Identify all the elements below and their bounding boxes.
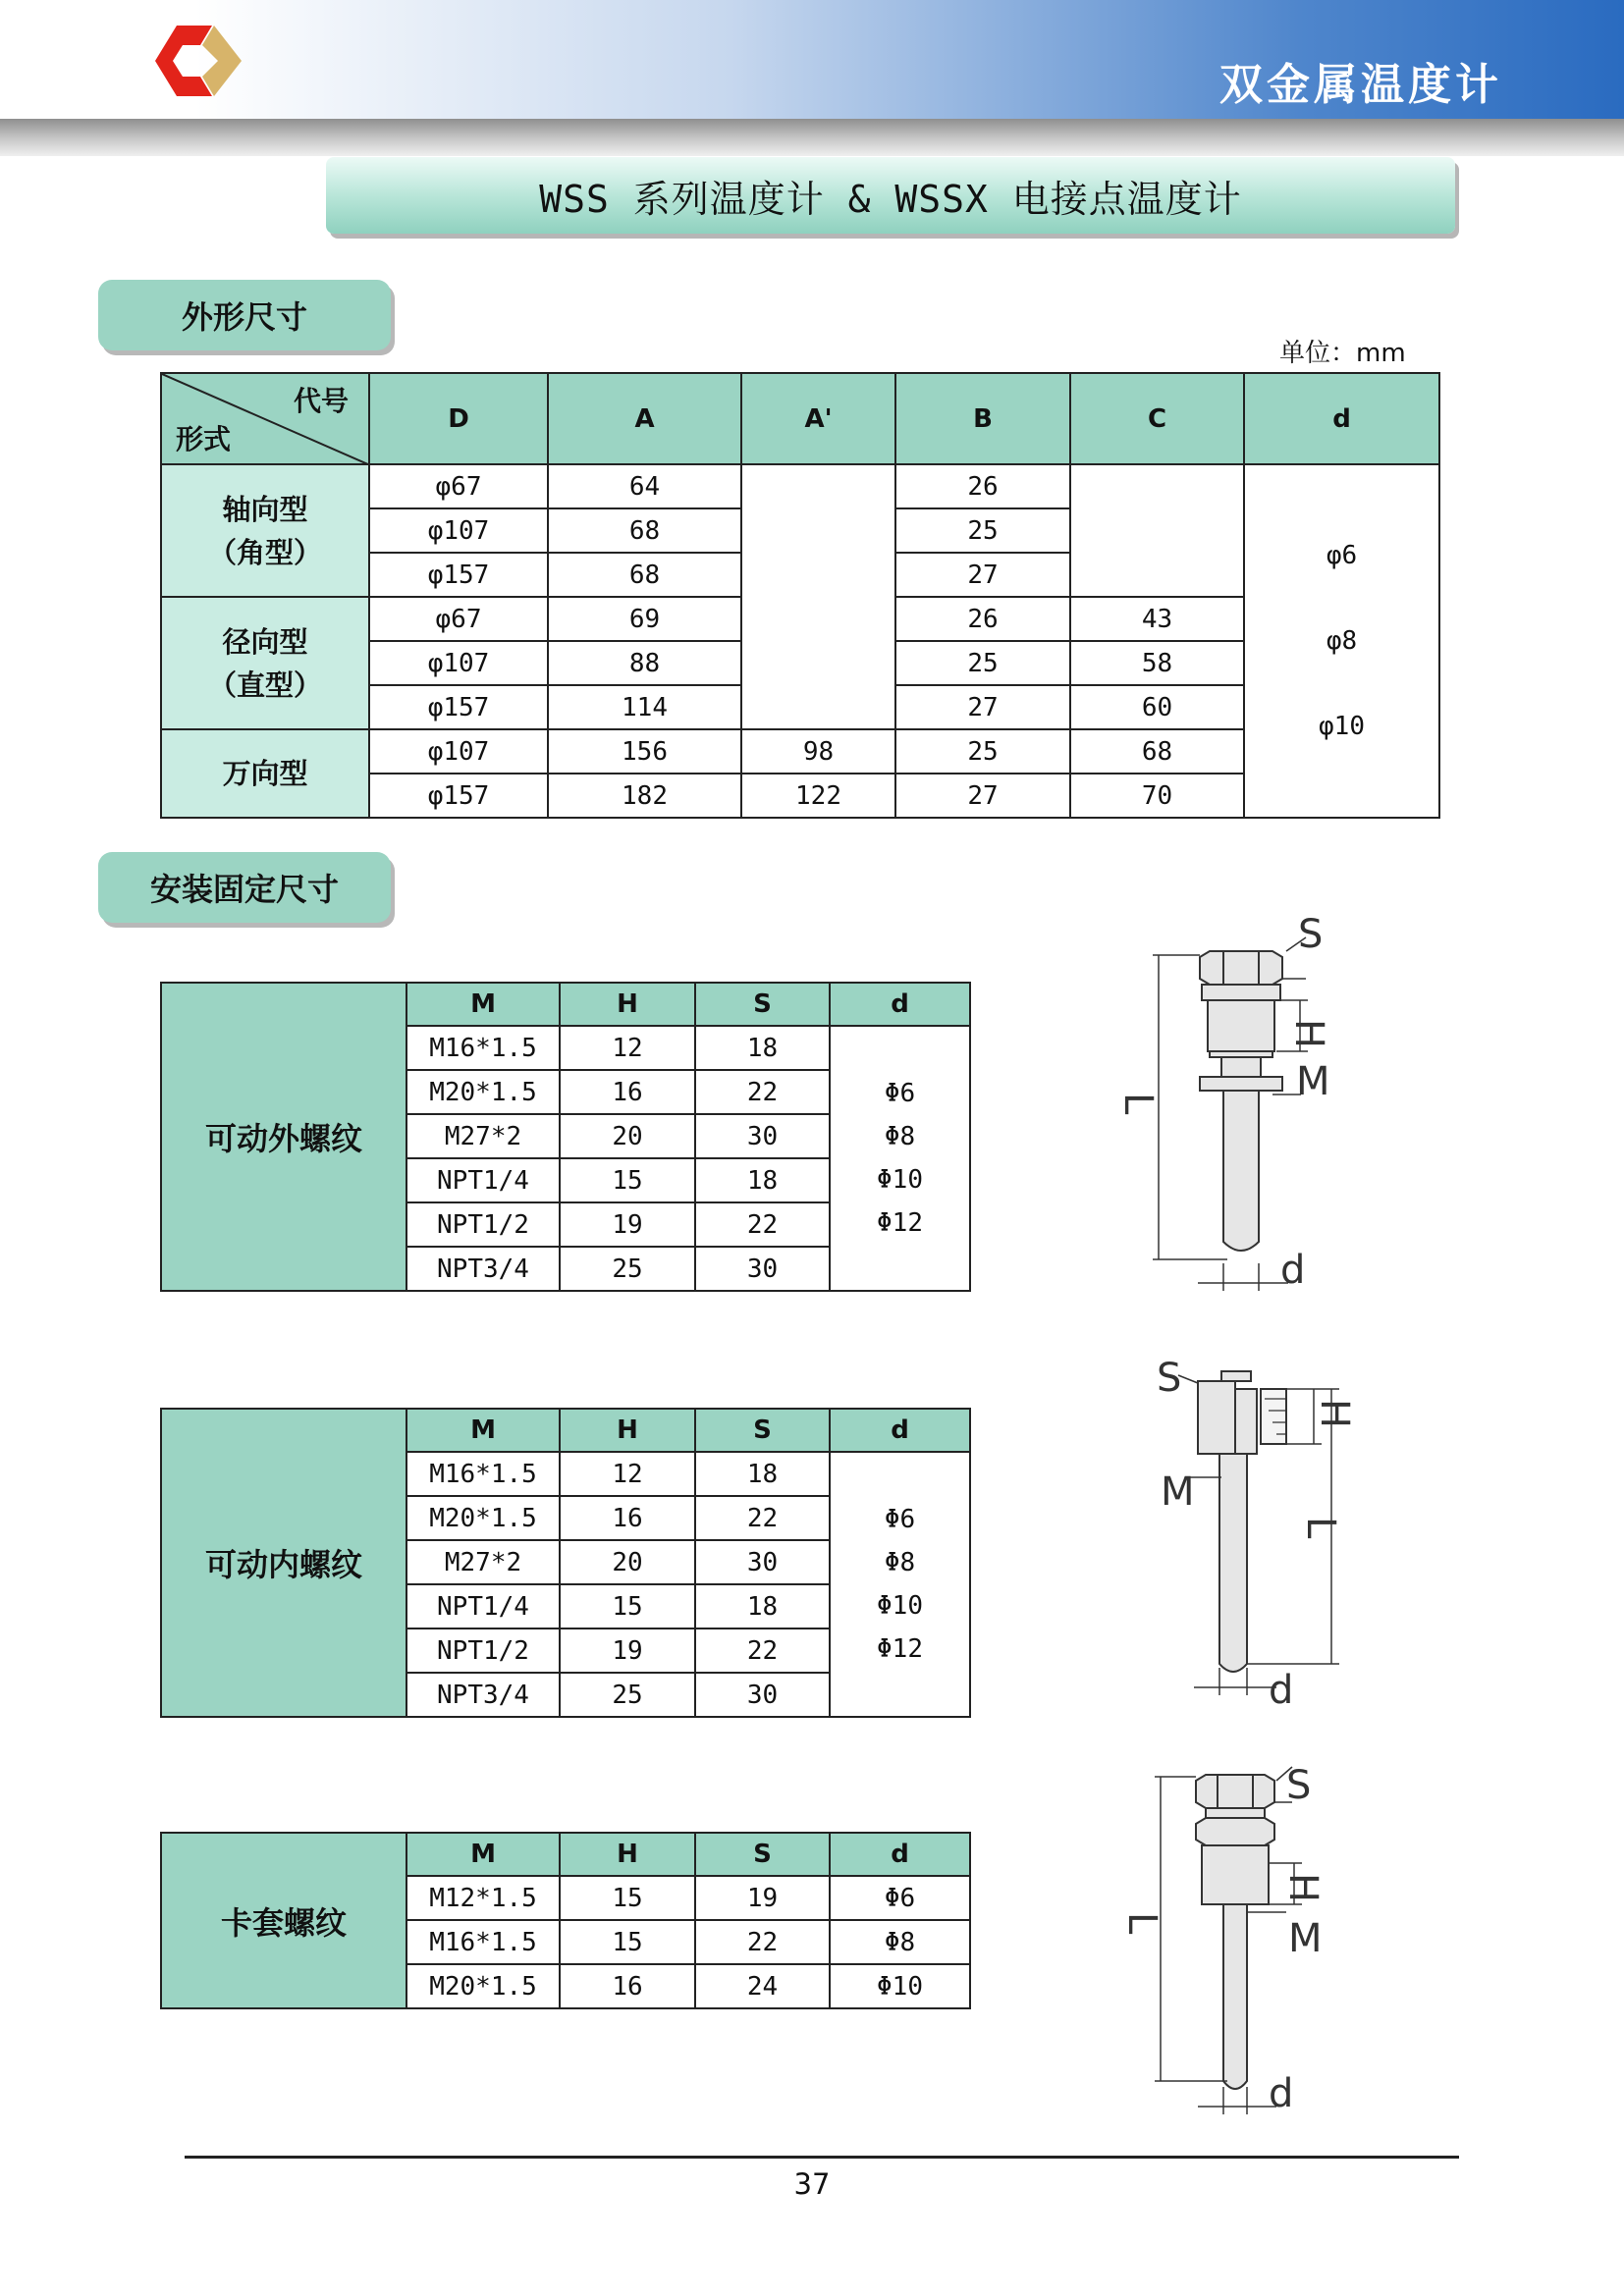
col-header-A: A bbox=[548, 373, 741, 464]
table-cell-B: 27 bbox=[895, 774, 1070, 818]
table-cell-d bbox=[830, 1452, 970, 1717]
table-cell-M: M20*1.5 bbox=[406, 1496, 560, 1540]
table-cell-B: 26 bbox=[895, 464, 1070, 508]
table-cell-C-empty bbox=[1070, 464, 1244, 597]
table-cell-M: NPT1/2 bbox=[406, 1629, 560, 1673]
col-header-H: H bbox=[560, 1409, 695, 1452]
col-header-C: C bbox=[1070, 373, 1244, 464]
table-cell-D: φ157 bbox=[369, 774, 548, 818]
label-M: M bbox=[1296, 1059, 1330, 1104]
col-header-S: S bbox=[695, 1409, 830, 1452]
label-H: H bbox=[1286, 1019, 1331, 1049]
table-cell-M: M20*1.5 bbox=[406, 1070, 560, 1114]
label-H: H bbox=[1280, 1873, 1326, 1903]
table-cell-H: 20 bbox=[560, 1540, 695, 1584]
table-cell-S: 18 bbox=[695, 1026, 830, 1070]
table-cell-M: NPT1/2 bbox=[406, 1202, 560, 1247]
table-cell-d: Φ10 bbox=[830, 1964, 970, 2008]
table-cell-S: 22 bbox=[695, 1496, 830, 1540]
table-cell-H: 15 bbox=[560, 1158, 695, 1202]
group-axial bbox=[161, 464, 369, 597]
table-cell-H: 12 bbox=[560, 1452, 695, 1496]
table-cell-C: 70 bbox=[1070, 774, 1244, 818]
col-header-S: S bbox=[695, 1833, 830, 1876]
table-cell-B: 26 bbox=[895, 597, 1070, 641]
table-cell-C: 43 bbox=[1070, 597, 1244, 641]
table-cell-M: NPT3/4 bbox=[406, 1673, 560, 1717]
table-cell-H: 16 bbox=[560, 1964, 695, 2008]
table-cell-H: 19 bbox=[560, 1202, 695, 1247]
table-cell-D: φ107 bbox=[369, 508, 548, 553]
table-cell-A: 68 bbox=[548, 508, 741, 553]
label-L: L bbox=[1119, 1912, 1164, 1935]
table-cell-A: 69 bbox=[548, 597, 741, 641]
col-header-d: d bbox=[830, 1409, 970, 1452]
table-cell-B: 27 bbox=[895, 553, 1070, 597]
table-cell-d bbox=[1244, 464, 1439, 818]
section-tab-shape: 外形尺寸 bbox=[98, 280, 391, 350]
table-cell-M: NPT3/4 bbox=[406, 1247, 560, 1291]
table-cell-A: 182 bbox=[548, 774, 741, 818]
d-values: Φ6 Φ8 Φ10 Φ12 bbox=[877, 1079, 923, 1238]
brand-title: 双金属温度计 bbox=[1219, 60, 1502, 110]
table-cell-A2: 98 bbox=[741, 729, 895, 774]
table-cell-M: NPT1/4 bbox=[406, 1158, 560, 1202]
group-axial-label: 轴向型 （角型） bbox=[207, 492, 322, 569]
table-cell-d bbox=[830, 1026, 970, 1291]
label-d: d bbox=[1269, 2071, 1294, 2116]
table-cell-C: 68 bbox=[1070, 729, 1244, 774]
col-header-H: H bbox=[560, 983, 695, 1026]
table-cell-H: 25 bbox=[560, 1673, 695, 1717]
table-cell-M: M16*1.5 bbox=[406, 1026, 560, 1070]
table-cell-H: 16 bbox=[560, 1070, 695, 1114]
label-L: L bbox=[1115, 1093, 1161, 1115]
table-cell-A: 64 bbox=[548, 464, 741, 508]
table-cell-H: 15 bbox=[560, 1876, 695, 1920]
table-cell-d: Φ6 bbox=[830, 1876, 970, 1920]
group-universal: 万向型 bbox=[161, 729, 369, 818]
col-header-M: M bbox=[406, 983, 560, 1026]
table-cell-S: 18 bbox=[695, 1158, 830, 1202]
table-cell-A: 88 bbox=[548, 641, 741, 685]
table-cell-C: 58 bbox=[1070, 641, 1244, 685]
table-cell-M: M16*1.5 bbox=[406, 1452, 560, 1496]
mount-label-external: 可动外螺纹 bbox=[161, 983, 406, 1291]
corner-code-label: 代号 bbox=[293, 385, 349, 417]
table-cell-S: 22 bbox=[695, 1920, 830, 1964]
col-header-A-prime: A' bbox=[741, 373, 895, 464]
table-cell-B: 27 bbox=[895, 685, 1070, 729]
table-cell-D: φ157 bbox=[369, 553, 548, 597]
table-cell-D: φ107 bbox=[369, 729, 548, 774]
table-cell-d: Φ8 bbox=[830, 1920, 970, 1964]
d-values: φ6 φ8 φ10 bbox=[1319, 540, 1365, 741]
table-cell-A2-empty bbox=[741, 464, 895, 729]
mount-table-internal bbox=[160, 1408, 971, 1718]
col-header-S: S bbox=[695, 983, 830, 1026]
table-cell-B: 25 bbox=[895, 641, 1070, 685]
table-cell-D: φ67 bbox=[369, 464, 548, 508]
table-cell-D: φ67 bbox=[369, 597, 548, 641]
label-M: M bbox=[1288, 1916, 1323, 1961]
table-cell-A: 156 bbox=[548, 729, 741, 774]
table-cell-M: M27*2 bbox=[406, 1114, 560, 1158]
document-title: WSS 系列温度计 & WSSX 电接点温度计 bbox=[539, 177, 1242, 221]
label-S: S bbox=[1157, 1356, 1182, 1401]
table-cell-S: 24 bbox=[695, 1964, 830, 2008]
table-cell-D: φ107 bbox=[369, 641, 548, 685]
group-radial bbox=[161, 597, 369, 729]
table-cell-S: 30 bbox=[695, 1540, 830, 1584]
col-header-H: H bbox=[560, 1833, 695, 1876]
mount-table-ferrule bbox=[160, 1832, 971, 2009]
table-cell-S: 30 bbox=[695, 1673, 830, 1717]
table-cell-M: M20*1.5 bbox=[406, 1964, 560, 2008]
table-cell-M: M27*2 bbox=[406, 1540, 560, 1584]
table-cell-B: 25 bbox=[895, 508, 1070, 553]
col-header-M: M bbox=[406, 1833, 560, 1876]
header-shade bbox=[0, 119, 1624, 156]
d-values: Φ6 Φ8 Φ10 Φ12 bbox=[877, 1505, 923, 1664]
table-cell-S: 30 bbox=[695, 1114, 830, 1158]
unit-label: 单位：mm bbox=[1279, 339, 1406, 368]
table-cell-A: 114 bbox=[548, 685, 741, 729]
label-S: S bbox=[1286, 1763, 1312, 1808]
table-cell-H: 25 bbox=[560, 1247, 695, 1291]
drawing-ferrule-thread bbox=[1100, 1757, 1355, 2120]
corner-header-cell bbox=[161, 373, 369, 464]
mount-label-ferrule: 卡套螺纹 bbox=[161, 1833, 406, 2008]
table-cell-H: 12 bbox=[560, 1026, 695, 1070]
group-radial-label: 径向型 （直型） bbox=[207, 624, 322, 702]
label-M: M bbox=[1161, 1469, 1195, 1515]
table-cell-B: 25 bbox=[895, 729, 1070, 774]
col-header-d: d bbox=[1244, 373, 1439, 464]
table-cell-H: 15 bbox=[560, 1584, 695, 1629]
col-header-d: d bbox=[830, 1833, 970, 1876]
table-cell-S: 18 bbox=[695, 1584, 830, 1629]
table-cell-D: φ157 bbox=[369, 685, 548, 729]
table-cell-S: 30 bbox=[695, 1247, 830, 1291]
title-bar bbox=[326, 157, 1455, 234]
table-cell-S: 22 bbox=[695, 1629, 830, 1673]
mount-label-internal: 可动内螺纹 bbox=[161, 1409, 406, 1717]
company-logo-icon bbox=[153, 22, 244, 100]
table-cell-H: 16 bbox=[560, 1496, 695, 1540]
mount-table-external bbox=[160, 982, 971, 1292]
col-header-B: B bbox=[895, 373, 1070, 464]
label-d: d bbox=[1269, 1668, 1294, 1713]
label-L: L bbox=[1298, 1517, 1343, 1539]
section-tab-mount: 安装固定尺寸 bbox=[98, 852, 391, 923]
table-cell-S: 22 bbox=[695, 1070, 830, 1114]
table-cell-C: 60 bbox=[1070, 685, 1244, 729]
table-cell-H: 20 bbox=[560, 1114, 695, 1158]
dims-table bbox=[160, 372, 1440, 819]
label-H: H bbox=[1312, 1399, 1357, 1429]
table-cell-S: 18 bbox=[695, 1452, 830, 1496]
drawing-internal-thread bbox=[1139, 1350, 1394, 1733]
table-cell-A: 68 bbox=[548, 553, 741, 597]
label-S: S bbox=[1298, 918, 1324, 957]
footer-divider bbox=[185, 2156, 1459, 2159]
drawing-external-thread bbox=[1100, 918, 1355, 1301]
table-cell-S: 22 bbox=[695, 1202, 830, 1247]
col-header-d: d bbox=[830, 983, 970, 1026]
col-header-M: M bbox=[406, 1409, 560, 1452]
label-d: d bbox=[1280, 1248, 1306, 1293]
table-cell-A2: 122 bbox=[741, 774, 895, 818]
table-cell-S: 19 bbox=[695, 1876, 830, 1920]
table-cell-M: M12*1.5 bbox=[406, 1876, 560, 1920]
col-header-D: D bbox=[369, 373, 548, 464]
page-number: 37 bbox=[793, 2167, 831, 2201]
table-cell-H: 15 bbox=[560, 1920, 695, 1964]
table-cell-H: 19 bbox=[560, 1629, 695, 1673]
table-cell-M: NPT1/4 bbox=[406, 1584, 560, 1629]
table-cell-M: M16*1.5 bbox=[406, 1920, 560, 1964]
corner-form-label: 形式 bbox=[176, 423, 232, 455]
